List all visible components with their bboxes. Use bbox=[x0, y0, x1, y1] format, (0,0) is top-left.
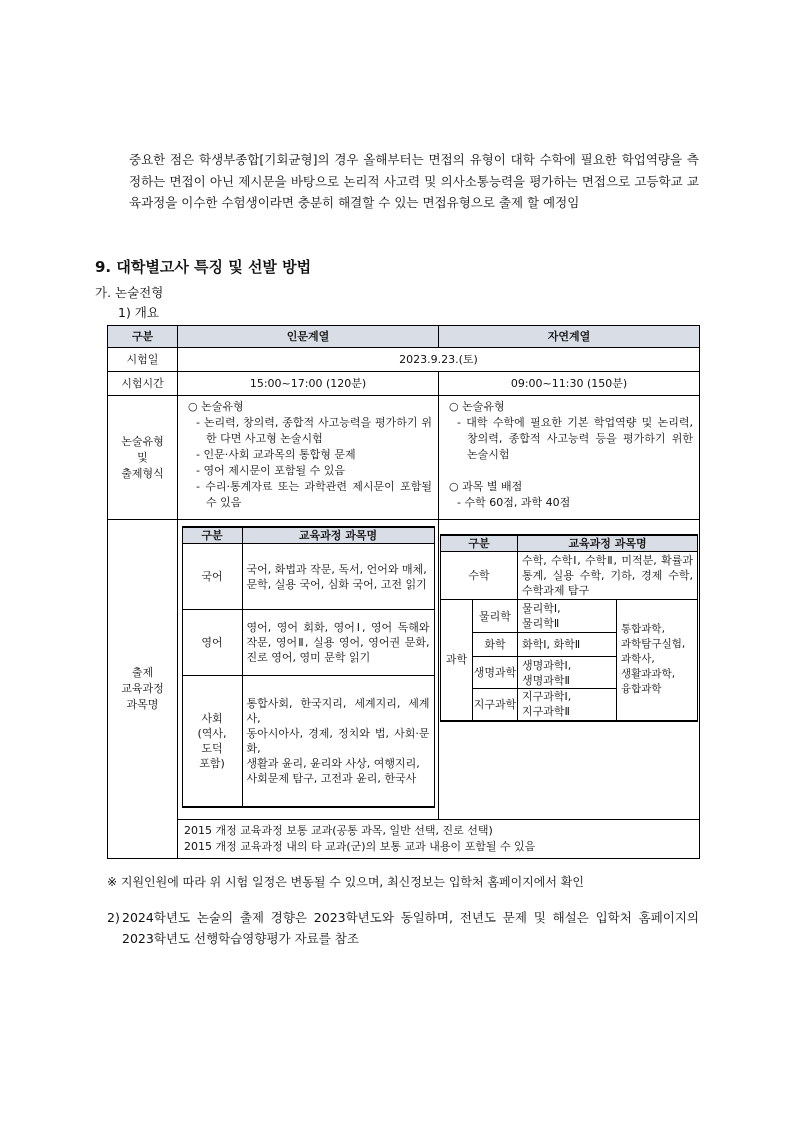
essay-type-row bbox=[108, 396, 700, 520]
curriculum-footer-row bbox=[108, 820, 700, 859]
schedule-note: ※ 지원인원에 따라 위 시험 일정은 변동될 수 있으며, 최신정보는 입학처 홈페이지에서 확인 bbox=[107, 875, 584, 889]
item-number: 2) bbox=[107, 910, 120, 925]
list-item: - 수학 60점, 과학 40점 bbox=[457, 496, 571, 509]
natural-subjects bbox=[439, 520, 700, 820]
subject-row bbox=[108, 520, 700, 820]
table-row: 영어 영어, 영어 회화, 영어Ⅰ, 영어 독해와 작문, 영어Ⅱ, 실용 영어, 영어권 문화, 진로 영어, 영미 문학 읽기 bbox=[182, 610, 434, 676]
intro-paragraph: 중요한 점은 학생부종합[기회균형]의 경우 올해부터는 면접의 유형이 대학 수학에 필요한 학업역량을 측정하는 면접이 아닌 제시문을 바탕으로 논리적 사고력 및 의사소통능력을 평가하는 면접으로 고등학교 교육과정을 이수한 수험생이라면 충분히 해결할 수 있는 면접유형으로 출제 할 예정임 bbox=[129, 152, 699, 210]
overview-label: 1) 개요 bbox=[118, 305, 159, 320]
essay-type-natural: ○ 논술유형 - 대학 수학에 필요한 기본 학업역량 및 논리력, 창의력, 종합적 사고능력 등을 평가하기 위한 논술시험 ○ 과목 별 배점 - 수학 60점, 과학 40점 bbox=[439, 396, 700, 520]
exam-date-label: 시험일 bbox=[108, 348, 178, 372]
exam-time-humanities: 15:00~17:00 (120분) bbox=[178, 372, 439, 396]
table-row: 사회 (역사, 도덕 포함) 통합사회, 한국지리, 세계지리, 세계사, 동아시아사, 경제, 정치와 법, 사회·문화, 생활과 윤리, 윤리와 사상, 여행지리, 사회문제 탐구, 고전과 윤리, 한국사 bbox=[182, 676, 434, 807]
reference-paragraph bbox=[107, 907, 699, 949]
table-row: 수학 수학, 수학Ⅰ, 수학Ⅱ, 미적분, 확률과 통계, 실용 수학, 기하, 경제 수학, 수학과제 탐구 bbox=[440, 552, 697, 600]
reference-text: 2024학년도 논술의 출제 경향은 2023학년도와 동일하며, 전년도 문제 및 해설은 입학처 홈페이지의 2023학년도 선행학습영향평가 자료를 참조 bbox=[122, 910, 699, 946]
header-humanities: 인문계열 bbox=[178, 326, 439, 348]
humanities-subject-table: 구분 교육과정 과목명 국어 국어, 화법과 작문, 독서, 언어와 매체, 문학, 실용 국어, 심화 국어, 고전 읽기 영어 영어, 영어 회화, 영어Ⅰ, 영어 독해와 작문, 영어Ⅱ, 실용 영어, 영어권 문화, 진로 영어, 영미 문학 읽기 사회 (역사, 도덕 포함) 통합사회, 한국지리, 세계지리, 세계사, 동아시아사, 경제, 정치와 법, 사회·문화, 생활과 윤리, 윤리와 사상, 여행지리, 사회문제 탐구, 고전과 윤리, 한국사 bbox=[182, 526, 435, 808]
table-header-row bbox=[108, 326, 700, 348]
exam-time-natural: 09:00~11:30 (150분) bbox=[439, 372, 700, 396]
essay-type-label: 논술유형 및 출제형식 bbox=[108, 396, 178, 520]
exam-time-row bbox=[108, 372, 700, 396]
list-item: - 대학 수학에 필요한 기본 학업역량 및 논리력, 창의력, 종합적 사고능력 등을 평가하기 위한 논술시험 bbox=[457, 416, 693, 461]
list-item: - 논리력, 창의력, 종합적 사고능력을 평가하기 위한 다면 사고형 논술시험 bbox=[196, 416, 432, 445]
list-item: - 인문·사회 교과목의 통합형 문제 bbox=[196, 448, 356, 461]
section-heading: 9. 대학별고사 특징 및 선발 방법 bbox=[95, 258, 312, 276]
natural-subject-table: 구분 교육과정 과목명 수학 수학, 수학Ⅰ, 수학Ⅱ, 미적분, 확률과 통계, 실용 수학, 기하, 경제 수학, 수학과제 탐구 과학 물리학 물리학Ⅰ, 물리학Ⅱ 통합과학, 과학탐구실험, 과학사, 생활과과학, 융합과학 화학 화학Ⅰ, 화학Ⅱ 생명과학 생명과학Ⅰ, 생명과학Ⅱ 지구과학 지구과학Ⅰ, 지구과학Ⅱ bbox=[440, 534, 698, 722]
table-row: 국어 국어, 화법과 작문, 독서, 언어와 매체, 문학, 실용 국어, 심화 국어, 고전 읽기 bbox=[182, 544, 434, 610]
table-row: 과학 물리학 물리학Ⅰ, 물리학Ⅱ 통합과학, 과학탐구실험, 과학사, 생활과과학, 융합과학 bbox=[440, 600, 697, 633]
overview-table bbox=[107, 325, 700, 859]
essay-type-humanities: ○ 논술유형 - 논리력, 창의력, 종합적 사고능력을 평가하기 위한 다면 사고형 논술시험 - 인문·사회 교과목의 통합형 문제 - 영어 제시문이 포함될 수 있음 - 수리·통계자료 또는 과학관련 제시문이 포함될 수 있음 bbox=[178, 396, 439, 520]
list-item: - 수리·통계자료 또는 과학관련 제시문이 포함될 수 있음 bbox=[196, 480, 432, 509]
exam-date-row bbox=[108, 348, 700, 372]
table-row: 생명과학 생명과학Ⅰ, 생명과학Ⅱ bbox=[440, 657, 697, 689]
list-item: - 영어 제시문이 포함될 수 있음 bbox=[196, 464, 345, 477]
subsection-heading: 가. 논술전형 bbox=[95, 285, 164, 300]
header-category: 구분 bbox=[108, 326, 178, 348]
exam-date-value: 2023.9.23.(토) bbox=[178, 348, 700, 372]
table-row: 지구과학 지구과학Ⅰ, 지구과학Ⅱ bbox=[440, 689, 697, 721]
table-row: 화학 화학Ⅰ, 화학Ⅱ bbox=[440, 633, 697, 657]
curriculum-footer: 2015 개정 교육과정 보통 교과(공통 과목, 일반 선택, 진로 선택) 2015 개정 교육과정 내의 타 교과(군)의 보통 교과 내용이 포함될 수 있음 bbox=[178, 820, 700, 859]
exam-time-label: 시험시간 bbox=[108, 372, 178, 396]
humanities-subjects bbox=[178, 520, 439, 820]
header-natural: 자연계열 bbox=[439, 326, 700, 348]
subject-label: 출제 교육과정 과목명 bbox=[108, 520, 178, 859]
